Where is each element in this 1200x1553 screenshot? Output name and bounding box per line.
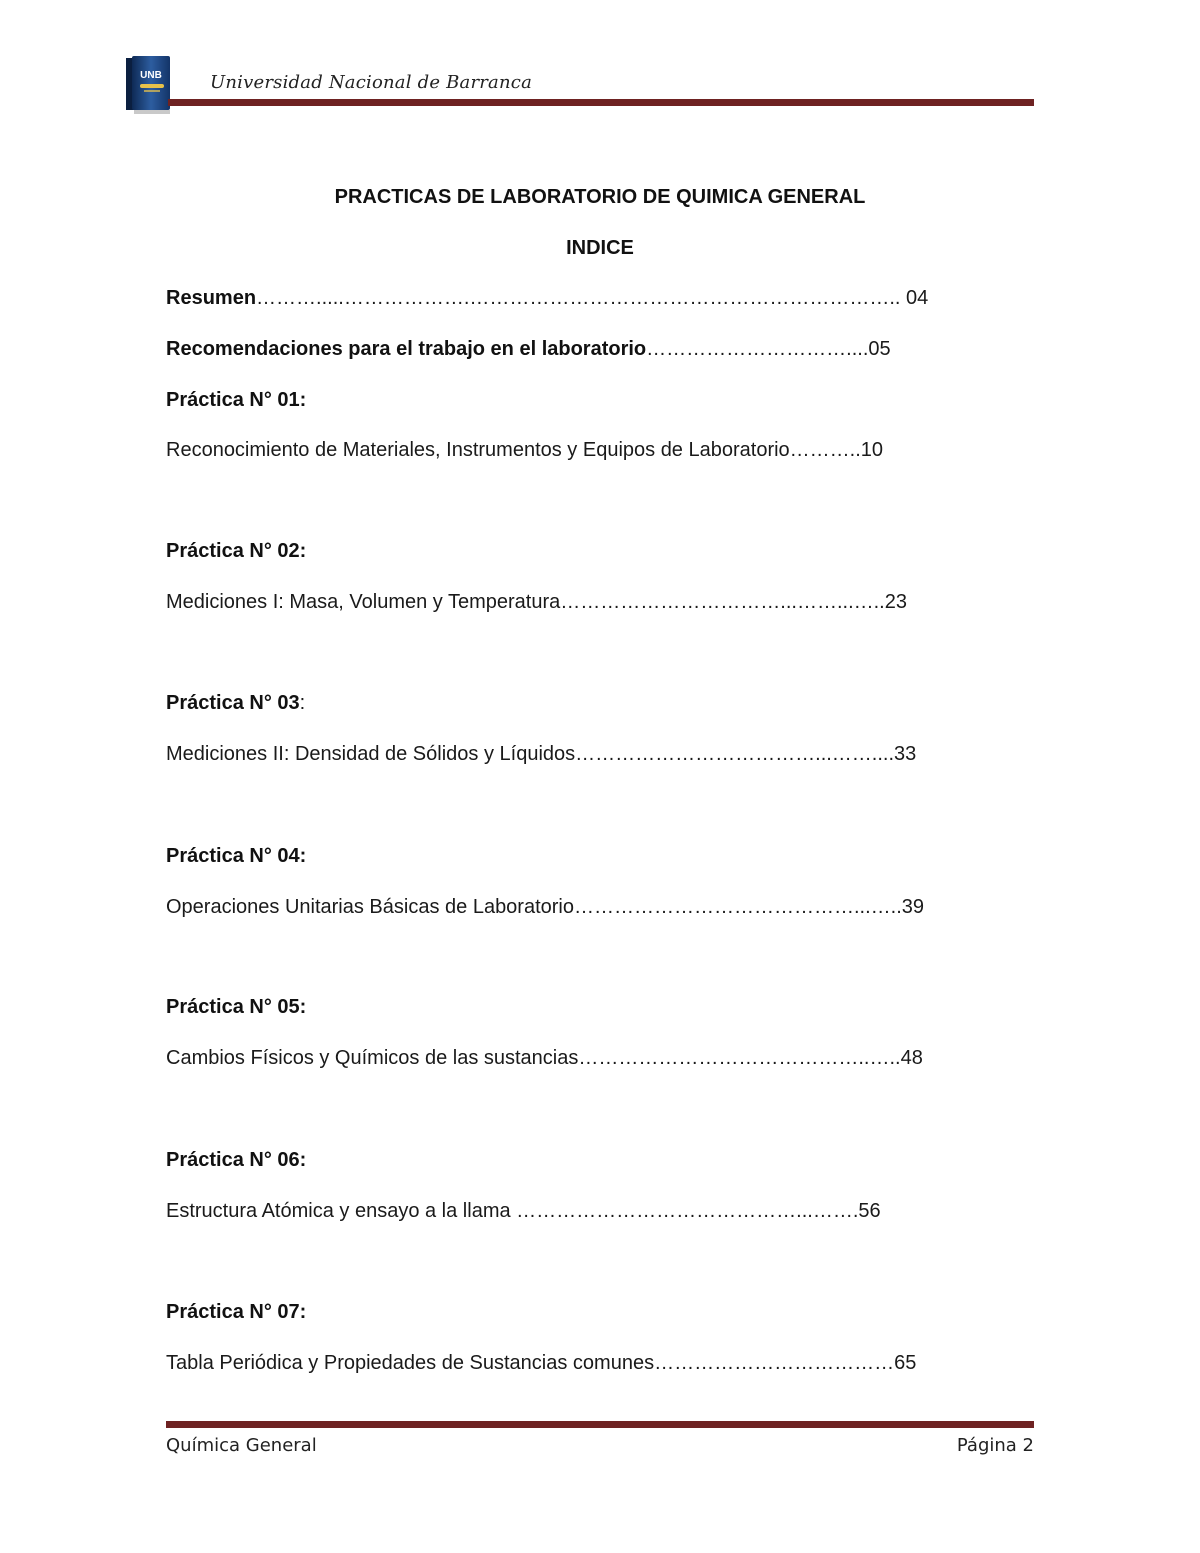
practica-06-heading: Práctica N° 06:: [166, 1149, 307, 1171]
toc-title: Tabla Periódica y Propiedades de Sustancias comunes: [166, 1352, 655, 1374]
practica-07-heading: Práctica N° 07:: [166, 1301, 307, 1323]
practica-05-entry: [166, 1047, 923, 1070]
toc-leader: …………………………....: [646, 338, 869, 360]
toc-title: Mediciones II: Densidad de Sólidos y Líquidos: [166, 743, 576, 765]
toc-leader: ………..: [789, 439, 861, 461]
footer-divider: [166, 1421, 1034, 1428]
header-divider: [168, 99, 1034, 106]
practica-07-entry: [166, 1352, 916, 1375]
toc-leader: ………………………………: [654, 1352, 895, 1374]
toc-page: 48: [900, 1047, 923, 1069]
toc-page: 33: [894, 743, 917, 765]
university-logo-icon: [126, 54, 174, 116]
practica-05-heading: Práctica N° 05:: [166, 996, 307, 1018]
toc-label: Recomendaciones para el trabajo en el laboratorio: [166, 338, 647, 360]
toc-title: Operaciones Unitarias Básicas de Laboratorio: [166, 896, 574, 918]
toc-heading-suffix: :: [299, 692, 306, 714]
toc-title: Reconocimiento de Materiales, Instrumentos y Equipos de Laboratorio: [166, 439, 790, 461]
toc-leader: ……………………………………..…..: [578, 1047, 901, 1069]
toc-title: Estructura Atómica y ensayo a la llama: [166, 1200, 517, 1222]
toc-title: Cambios Físicos y Químicos de las sustancias: [166, 1047, 579, 1069]
toc-label: Resumen: [166, 287, 257, 309]
practica-03-entry: [166, 743, 916, 766]
footer-course-name: Química General: [166, 1435, 317, 1456]
toc-page: 65: [894, 1352, 917, 1374]
header-university-name: Universidad Nacional de Barranca: [210, 72, 532, 93]
practica-01-entry: [166, 439, 883, 462]
toc-page: 23: [884, 591, 907, 613]
practica-03-heading: [166, 692, 305, 715]
practica-02-heading: Práctica N° 02:: [166, 540, 307, 562]
footer-page-number: Página 2: [956, 1435, 1034, 1456]
toc-leader: ………………………………...……....: [575, 743, 895, 765]
index-title: INDICE: [566, 237, 634, 259]
toc-page: 10: [860, 439, 884, 461]
toc-leader: ……………………………………...…….: [516, 1200, 859, 1222]
practica-04-heading: Práctica N° 04:: [166, 845, 307, 867]
toc-page: 04: [906, 287, 929, 309]
practica-02-entry: [166, 591, 907, 614]
toc-page: 05: [868, 338, 891, 360]
toc-leader: ……………………………………...…..: [574, 896, 902, 918]
toc-leader: ……….....……………….………………………………………………………..: [256, 287, 907, 309]
toc-page: 56: [858, 1200, 881, 1222]
toc-entry-resumen: [166, 287, 928, 310]
toc-leader: ……………………………...……...…..: [560, 591, 885, 613]
toc-entry-recomendaciones: [166, 338, 891, 361]
practica-06-entry: [166, 1200, 881, 1223]
toc-page: 39: [901, 896, 925, 918]
document-title: PRACTICAS DE LABORATORIO DE QUIMICA GENERAL: [334, 186, 866, 208]
practica-04-entry: [166, 896, 924, 919]
practica-01-heading: Práctica N° 01:: [166, 389, 307, 411]
toc-title: Mediciones I: Masa, Volumen y Temperatura: [166, 591, 561, 613]
logo-text: UNB: [140, 70, 162, 81]
toc-heading: Práctica N° 03: [166, 692, 300, 714]
